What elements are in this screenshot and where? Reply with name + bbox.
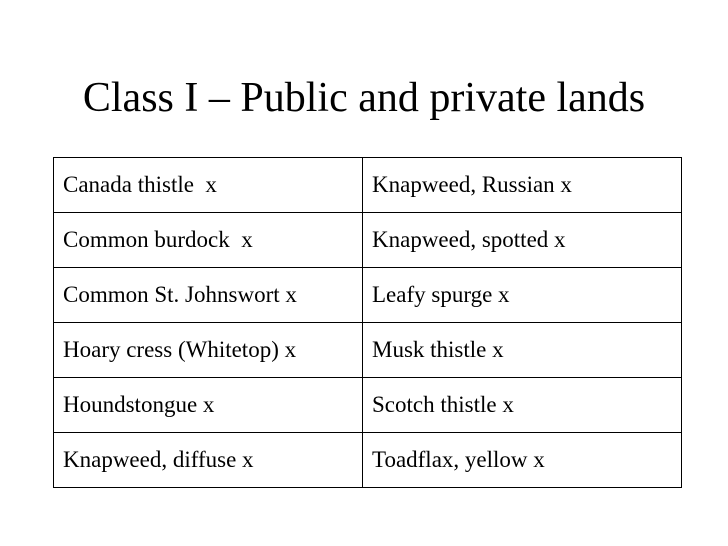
- table-cell-left: Common burdock x: [54, 213, 363, 268]
- table-cell-left: Common St. Johnswort x: [54, 268, 363, 323]
- table-cell-left: Houndstongue x: [54, 378, 363, 433]
- table-cell-right: Toadflax, yellow x: [363, 433, 682, 488]
- weed-table-body: [54, 158, 682, 488]
- table-cell-left: Hoary cress (Whitetop) x: [54, 323, 363, 378]
- table-row: [54, 378, 682, 433]
- table-cell-right: Scotch thistle x: [363, 378, 682, 433]
- slide-title: Class I – Public and private lands: [82, 75, 646, 121]
- table-cell-right: Leafy spurge x: [363, 268, 682, 323]
- weed-table: [53, 157, 682, 488]
- table-cell-left: Knapweed, diffuse x: [54, 433, 363, 488]
- table-row: [54, 433, 682, 488]
- table-row: [54, 268, 682, 323]
- table-cell-right: Knapweed, spotted x: [363, 213, 682, 268]
- table-cell-left: Canada thistle x: [54, 158, 363, 213]
- table-row: [54, 213, 682, 268]
- table-cell-right: Knapweed, Russian x: [363, 158, 682, 213]
- table-row: [54, 158, 682, 213]
- table-cell-right: Musk thistle x: [363, 323, 682, 378]
- table-row: [54, 323, 682, 378]
